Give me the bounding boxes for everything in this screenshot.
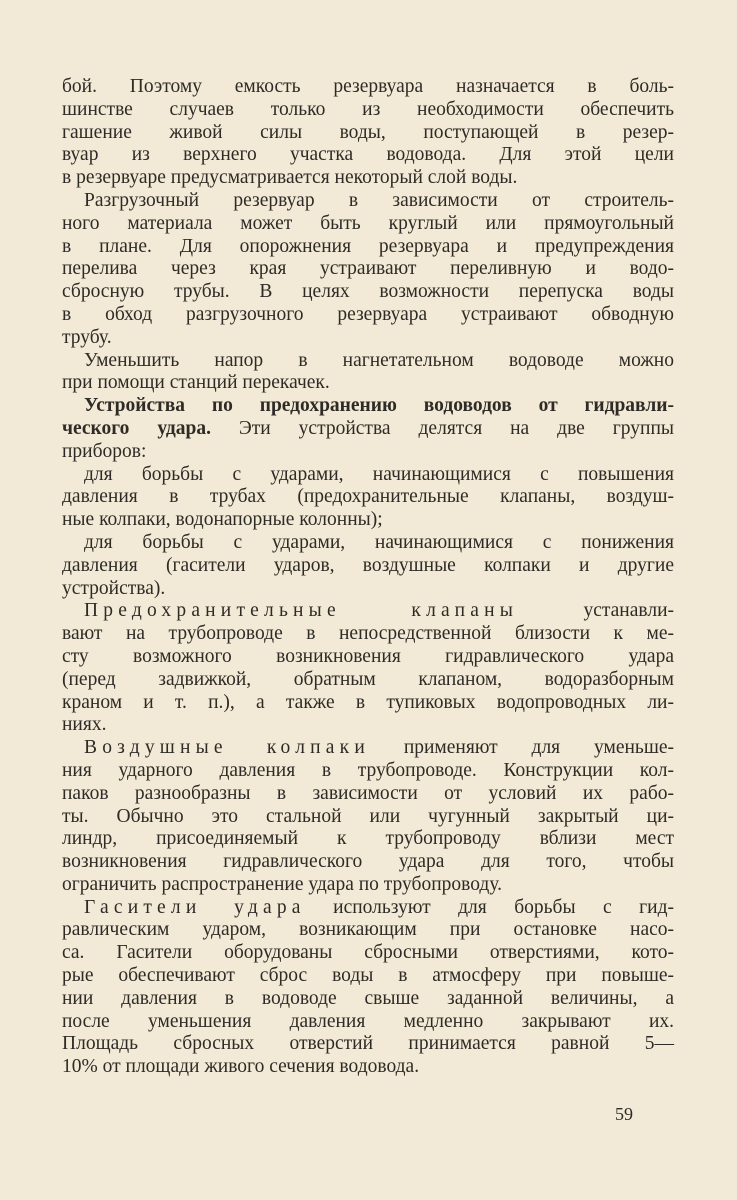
line-text: после уменьшения давления медленно закрывают их. [62,1010,674,1032]
text-line [62,828,674,851]
line-text: трубу. [62,326,112,348]
line-text: для борьбы с ударами, начинающимися с повышения [84,463,674,485]
line-text: перелива через края устраивают переливную и водо- [62,258,674,280]
text-line [62,464,674,487]
text-line [62,919,674,942]
line-text: приборов: [62,440,147,462]
text-line [62,258,674,281]
text-line [62,806,674,829]
line-text: сту возможного возникновения гидравлического удара [62,645,674,667]
line-text: нии давления в водоводе свыше заданной величины, а [62,987,674,1009]
line-text: ты. Обычно это стальной или чугунный закрытый ци- [62,805,674,827]
page-number: 59 [615,1104,633,1124]
text-line [62,213,674,236]
line-text: бой. Поэтому емкость резервуара назначается в боль- [62,76,674,97]
text-line [62,327,674,350]
line-text: ниях. [62,714,107,736]
text-line [62,532,674,555]
text-line [62,372,674,395]
line-text: вают на трубопроводе в непосредственной близости к ме- [62,623,674,645]
bold-heading-text: Устройства по предохранению водоводов от гидравли- [84,395,674,417]
line-text: Площадь сбросных отверстий принимается равной 5— [62,1033,674,1055]
text-line [62,942,674,965]
line-text: шинстве случаев только из необходимости обеспечить [62,98,674,120]
text-line [62,555,674,578]
line-text: возникновения гидравлического удара для того, чтобы [62,851,674,873]
text-line [62,783,674,806]
line-text: рые обеспечивают сброс воды в атмосферу при повыше- [62,965,674,987]
text-line [62,486,674,509]
line-text: для борьбы с ударами, начинающимися с понижения [84,531,674,553]
text-line [62,988,674,1011]
text-line [62,623,674,646]
line-text: паков разнообразны в зависимости от условий их рабо- [62,782,674,804]
line-text: вуар из верхнего участка водовода. Для этой цели [62,144,674,166]
page-body-text [62,76,674,1079]
text-line [62,99,674,122]
line-text: линдр, присоединяемый к трубопроводу вблизи мест [62,828,674,850]
text-line [62,874,674,897]
text-line [62,669,674,692]
text-line [62,122,674,145]
line-text: используют для борьбы с гид- [305,896,674,918]
line-text: в плане. Для опорожнения резервуара и предупреждения [62,235,674,257]
line-text: Разгрузочный резервуар в зависимости от строитель- [84,189,674,211]
line-text: устройства). [62,577,166,599]
line-text: ограничить распространение удара по трубопроводу. [62,873,502,895]
text-line [62,509,674,532]
line-text: применяют для уменьше- [369,737,674,759]
text-line [62,76,674,99]
line-text: са. Гасители оборудованы сбросными отверстиями, кото- [62,942,674,964]
line-text: давления (гасители ударов, воздушные колпаки и другие [62,554,674,576]
text-line [62,600,674,623]
spaced-term-text: Предохранительные клапаны [84,600,519,622]
line-text: при помощи станций перекачек. [62,372,330,394]
line-text: в обход разгрузочного резервуара устраивают обводную [62,303,674,325]
text-line [62,737,674,760]
text-line [62,144,674,167]
line-text: ные колпаки, водонапорные колонны); [62,509,383,531]
text-line [62,236,674,259]
spaced-term-text: Воздушные колпаки [84,737,370,759]
text-line [62,692,674,715]
text-line [62,1011,674,1034]
text-line [62,441,674,464]
text-line [62,965,674,988]
spaced-term-text: Гасители удара [84,896,306,918]
text-line [62,851,674,874]
line-text: Эти устройства делятся на две группы [210,417,674,439]
line-text: давления в трубах (предохранительные клапаны, воздуш- [62,486,674,508]
text-line [62,304,674,327]
text-line [62,646,674,669]
line-text: сбросную трубы. В целях возможности перепуска воды [62,281,674,303]
line-text: ного материала может быть круглый или прямоугольный [62,212,674,234]
line-text: устанавли- [518,600,674,622]
text-line [62,281,674,304]
line-text: ния ударного давления в трубопроводе. Конструкции кол- [62,759,674,781]
text-line [62,760,674,783]
line-text: краном и т. п.), а также в тупиковых водопроводных ли- [62,691,674,713]
text-line [62,1056,674,1079]
text-line [62,1033,674,1056]
text-line [62,395,674,418]
bold-heading-text: ческого удара. [62,417,211,439]
text-line [62,350,674,373]
line-text: гашение живой силы воды, поступающей в резер- [62,121,674,143]
line-text: 10% от площади живого сечения водовода. [62,1056,420,1078]
text-line [62,418,674,441]
line-text: (перед задвижкой, обратным клапаном, водоразборным [62,668,674,690]
line-text: в резервуаре предусматривается некоторый слой воды. [62,167,518,189]
line-text: равлическим ударом, возникающим при остановке насо- [62,919,674,941]
text-line [62,190,674,213]
text-line [62,578,674,601]
text-line [62,167,674,190]
text-line [62,897,674,920]
line-text: Уменьшить напор в нагнетательном водоводе можно [84,349,674,371]
text-line [62,714,674,737]
